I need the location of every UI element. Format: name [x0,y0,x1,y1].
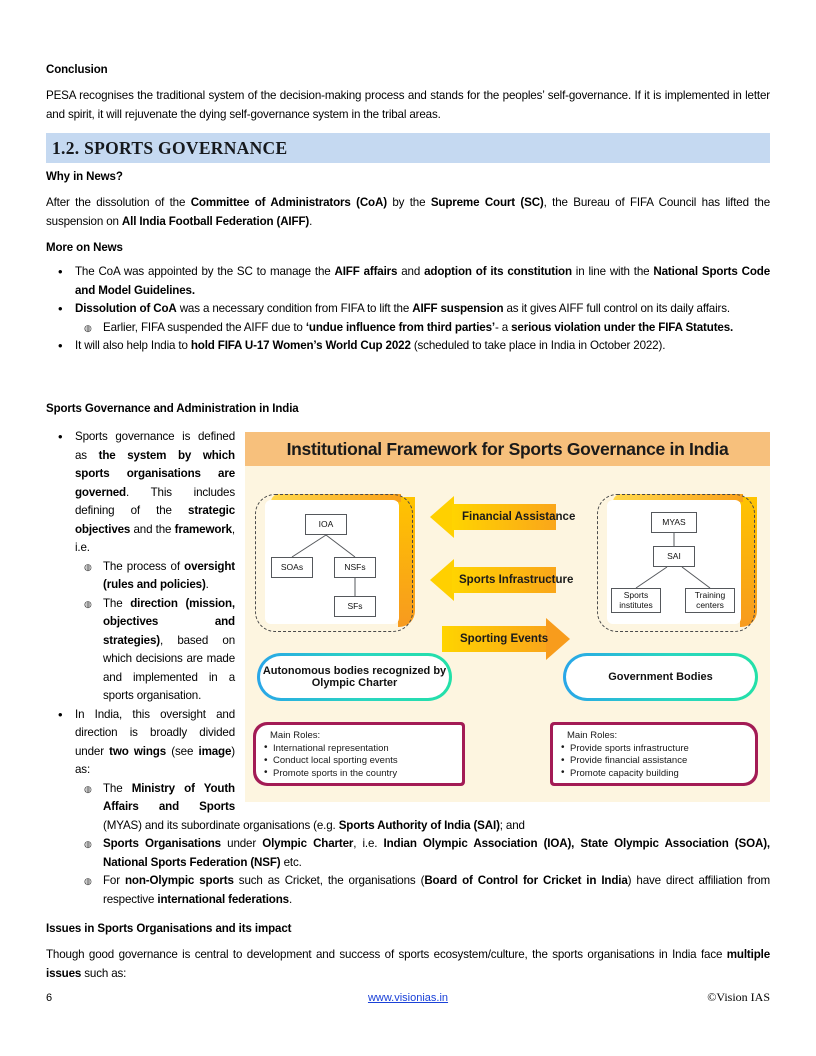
gov-t2-a: Sports Organisations [103,837,221,850]
more-on-news-heading: More on News [46,242,123,254]
more-on-news-block [46,242,770,356]
mon-b1-b: AIFF affairs [334,265,398,278]
more-on-news-sublist [75,319,770,338]
mon-b2-b: was a necessary condition from FIFA to lift the [176,302,413,315]
section-header-band [46,133,770,163]
mon-b1-c: and [397,265,425,278]
list-item: • Provide financial assistance [561,755,749,768]
gov-b1-a: Sports governance is defined as [75,430,235,462]
governance-heading-wrap [46,403,770,415]
list-item: • International representation [264,743,456,756]
gov-s2-c: , based on which decisions are made and implemented in a sports organisation. [103,633,235,702]
bullet-dot-icon: • [58,429,63,444]
conclusion-paragraph [46,87,770,124]
arrow-label: Sporting Events [460,633,549,645]
gov-s1-c: . [205,578,209,591]
conclusion-block [46,64,770,124]
issues-block [46,923,770,983]
page-footer [46,990,770,1005]
pill-label: Government Bodies [566,656,755,698]
governance-sublist-2 [75,780,770,836]
gov-s2-b: direction (mission, objectives and strategies) [103,596,235,647]
iss-a: Though good governance is central to development and success of sports ecosystem/culture, the sports organisations in India face [46,948,727,961]
gov-t3-e: ) have direct affiliation from respective [103,874,770,906]
gov-b1-e: and the [130,522,175,536]
win-f: All India Football Federation (AIFF) [121,214,310,228]
gov-b2-e: ) as: [75,744,235,776]
mon-s-b: ‘undue influence from third parties’ [305,320,495,334]
mon-b2-c: AIFF suspension [412,302,504,315]
list-item [75,595,770,706]
gov-t3-c: such as Cricket, the organisations ( [233,874,425,887]
gov-b2-b: two wings [109,744,167,758]
list-item [46,263,770,300]
iss-b: multiple issues [46,948,770,980]
gov-b1-c: . This includes defining of the [75,485,235,517]
node-soas: SOAs [271,557,313,578]
bullet-dot-icon: • [58,264,63,279]
mon-b1-e: in line with the [571,265,654,278]
list-item [75,780,770,836]
footer-url-link[interactable]: www.visionias.in [367,991,449,1004]
issues-paragraph [46,946,770,983]
roles-title: Main Roles: [567,730,618,741]
list-item: • Provide sports infrastructure [561,743,749,756]
node-myas: MYAS [651,512,697,533]
circle-bullet-icon: ◍ [84,561,92,572]
gov-t3-g: . [288,892,293,906]
mon-b3-c: (scheduled to take place in India in October 2022). [410,339,666,352]
gov-t1-b: Ministry of Youth Affairs and Sports [103,781,235,813]
circle-bullet-icon: ◍ [84,839,92,849]
gov-t1-a: The [103,781,132,795]
mon-b3-b: hold FIFA U-17 Women’s World Cup 2022 [190,339,411,352]
win-e: , the Bureau of FIFA Council has lifted the suspension on [46,196,770,228]
gov-b2-c: (see [166,744,199,758]
gov-t1-c: (MYAS) and its subordinate organisations (e.g. [103,818,339,832]
governance-flow [46,428,770,983]
footer-copyright: ©Vision IAS [707,990,770,1004]
circle-bullet-icon: ◍ [84,322,92,333]
win-a: After the dissolution of the [46,196,191,209]
gov-t3-a: For [103,874,125,887]
bullet-dot-icon: • [58,338,63,353]
gov-b1-f: framework [174,522,232,536]
issues-heading: Issues in Sports Organisations and its impact [46,923,292,935]
gov-t2-b: under [220,837,263,850]
bullet-dot-icon: • [58,706,63,722]
why-in-news-heading: Why in News? [46,171,123,183]
section-title: 1.2. SPORTS GOVERNANCE [52,137,288,158]
circle-bullet-icon: ◍ [84,876,92,886]
gov-s2-a: The [103,596,131,610]
mon-s-d: serious violation under the FIFA Statutes. [511,320,734,334]
mon-b1-d: adoption of its constitution [424,265,572,278]
why-in-news-block [46,171,770,231]
circle-bullet-icon: ◍ [84,783,92,794]
node-sfs: SFs [334,596,376,617]
arrow-label: Financial Assistance [462,511,576,523]
bullet-dot-icon: • [58,301,63,316]
gov-s1-a: The process of [103,559,185,573]
gov-t3-f: international federations [157,892,289,906]
list-item [46,428,770,706]
win-c: by the [386,196,431,209]
gov-t2-c: Olympic Charter [262,837,354,850]
mon-b3-a: It will also help India to [75,339,191,352]
node-ioa: IOA [305,514,347,535]
mon-b1-f: National Sports Code and Model Guidelines. [75,265,770,297]
governance-sublist-1 [75,558,770,706]
gov-b2-d: image [198,744,232,758]
win-g: . [309,214,313,228]
list-item [75,319,770,338]
mon-b2-a: Dissolution of CoA [75,302,177,315]
list-item [46,300,770,337]
gov-b2-a: In India, this oversight and direction is broadly divided under [75,707,235,758]
node-training-centers: Training centers [685,588,735,613]
gov-b1-d: strategic objectives [75,504,235,536]
conclusion-text: PESA recognises the traditional system of the decision-making process and stands for the peoples’ self-governance. If it is implemented in letter and spirit, it will rejuvenate the dying self-governance system in the tribal areas. [46,89,770,121]
list-item [46,706,770,836]
page-number: 6 [46,991,53,1004]
list-item: • Conduct local sporting events [264,755,456,768]
footer-url-wrap [166,992,650,1004]
pill-label: Autonomous bodies recognized by Olympic Charter [260,656,449,698]
list-item [75,558,770,595]
governance-sublist-3 [46,835,770,909]
gov-t2-e: Indian Olympic Association (IOA), State Olympic Association (SOA), National Sports Federation (NSF) [103,837,770,869]
gov-t1-d: Sports Authority of India (SAI) [338,818,500,832]
list-item [75,872,770,909]
list-item [75,835,770,872]
why-in-news-paragraph [46,194,770,231]
gov-t3-b: non-Olympic sports [124,874,234,887]
document-page [46,0,770,1056]
governance-heading: Sports Governance and Administration in India [46,403,299,415]
win-d: Supreme Court (SC) [430,196,544,209]
list-item: • Promote capacity building [561,768,749,781]
mon-s-c: - a [494,320,512,334]
conclusion-heading: Conclusion [46,64,108,76]
infographic-title: Institutional Framework for Sports Governance in India [286,438,729,459]
governance-list [46,428,770,835]
node-sai: SAI [653,546,695,567]
mon-b2-d: as it gives AIFF full control on its daily affairs. [503,302,730,315]
roles-title: Main Roles: [270,730,321,741]
iss-c: such as: [81,966,127,980]
gov-s1-b: oversight (rules and policies) [103,559,235,591]
gov-b1-b: the system by which sports organisations are governed [75,448,235,499]
gov-t3-d: Board of Control for Cricket in India [424,874,628,887]
list-item: • Promote sports in the country [264,768,456,781]
gov-t2-d: , i.e. [353,837,384,850]
more-on-news-list [46,263,770,356]
list-item [46,337,770,356]
node-nsfs: NSFs [334,557,376,578]
mon-s-a: Earlier, FIFA suspended the AIFF due to [103,320,306,334]
node-sports-institutes: Sports institutes [611,588,661,613]
mon-b1-a: The CoA was appointed by the SC to manage the [75,265,335,278]
arrow-label: Sports Infrastructure [459,574,574,586]
circle-bullet-icon: ◍ [84,598,92,609]
gov-b1-g: , i.e. [75,522,235,554]
gov-t1-e: ; and [499,818,525,832]
win-b: Committee of Administrators (CoA) [190,196,387,209]
gov-t2-f: etc. [280,855,302,869]
